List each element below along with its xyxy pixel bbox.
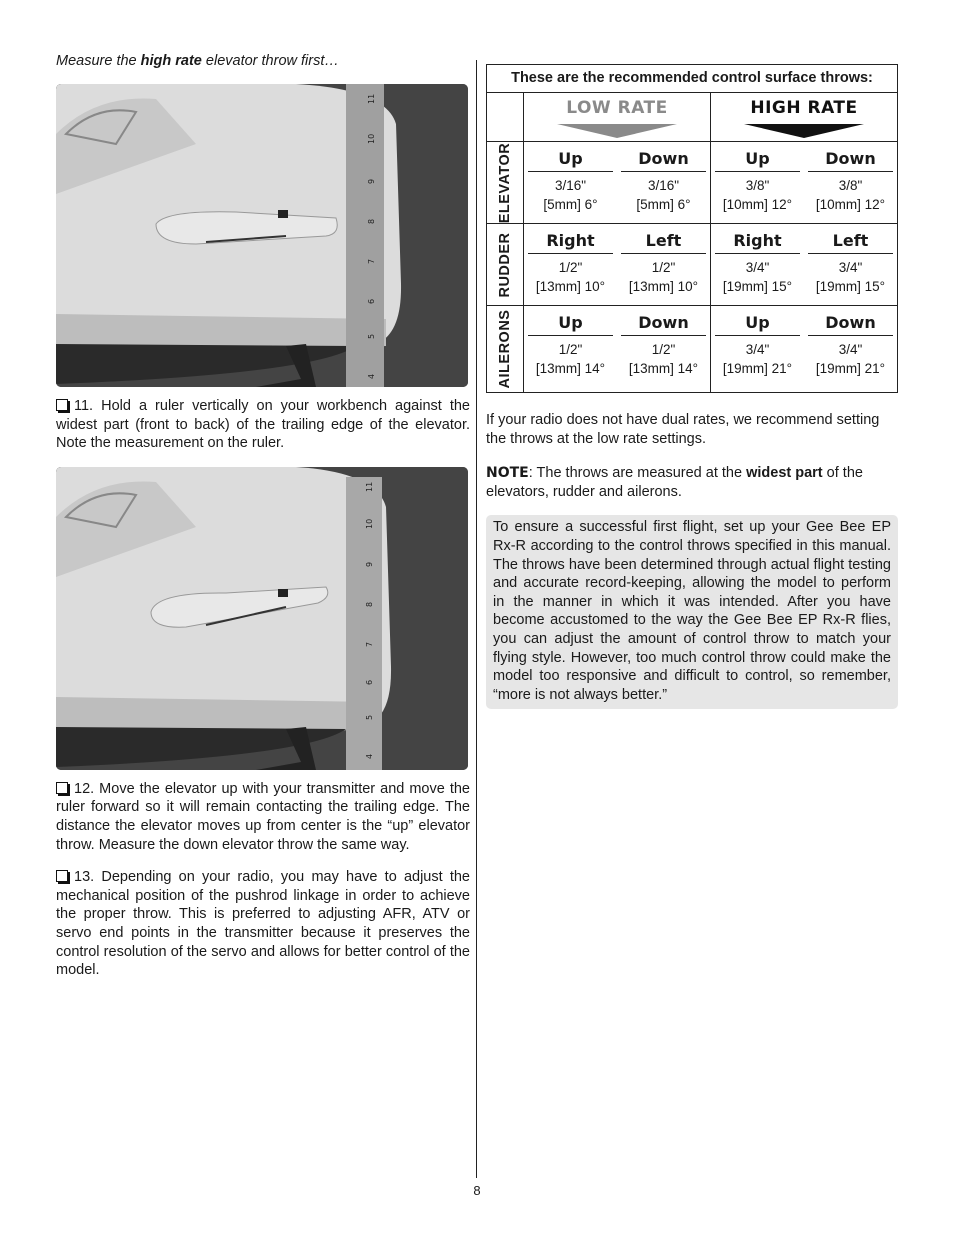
elevator-photo-high-rate xyxy=(56,84,468,387)
rate-header-row xyxy=(487,93,897,142)
checkbox-icon[interactable] xyxy=(56,782,68,794)
elevator-photo-measure xyxy=(56,467,468,770)
svg-text:9: 9 xyxy=(367,178,376,184)
svg-text:4: 4 xyxy=(367,373,376,379)
group-elevator: ELEVATOR Up 3/16" [5mm] 6° Down 3/16" [5mm] 6° Up 3/8" [10mm] 12° Down 3/8" [10mm] 12° xyxy=(487,142,897,224)
dual-rates-paragraph: If your radio does not have dual rates, we recommend setting the throws at the low rate settings. xyxy=(486,412,880,447)
svg-text:10: 10 xyxy=(365,518,374,529)
right-column xyxy=(486,64,898,709)
photo-caption: Measure the high rate elevator throw first… xyxy=(56,53,339,69)
low-rate-header: LOW RATE xyxy=(524,93,710,141)
arrow-down-icon xyxy=(557,124,677,138)
svg-text:11: 11 xyxy=(365,481,374,492)
group-ailerons: AILERONS Up 1/2" [13mm] 14° Down 1/2" [13mm] 14° Up 3/4" [19mm] 21° Down 3/4" [19mm] 21° xyxy=(487,306,897,392)
control-throws-table xyxy=(486,64,898,393)
arrow-down-icon xyxy=(744,124,864,138)
first-flight-callout: To ensure a successful first flight, set up your Gee Bee EP Rx-R according to the control throws specified in this manual. The throws have been determined through actual flight testing and accurate record-keeping, allowing the model to perform in the manner in which it was intended. After you have become accustomed to the way the Gee Bee EP Rx-R flies, you can adjust the amount of control throw to match your flying style. However, too much control throw could make the model too responsive and difficult to control, so remember, “more is not always better.” xyxy=(486,515,898,709)
column-divider xyxy=(476,60,477,1178)
step-12: 12. Move the elevator up with your transmitter and move the ruler forward so it will remain contacting the trailing edge. The distance the elevator moves up from center is the “up” elevator throw. Measure the down elevator throw the same way. xyxy=(56,780,470,853)
svg-text:6: 6 xyxy=(367,298,376,304)
table-title: These are the recommended control surface throws: xyxy=(487,65,897,93)
checkbox-icon[interactable] xyxy=(56,399,68,411)
group-rudder: RUDDER Right 1/2" [13mm] 10° Left 1/2" [13mm] 10° Right 3/4" [19mm] 15° Left 3/4" [19mm] 15° xyxy=(487,224,897,306)
high-rate-header: HIGH RATE xyxy=(710,93,897,141)
step-13: 13. Depending on your radio, you may have to adjust the mechanical position of the pushrod linkage in order to achieve the proper throw. This is preferred to adjusting AFR, ATV or servo end points in the transmitter because it preserves the control resolution of the servo and allows for better control of the model. xyxy=(56,869,470,979)
svg-text:9: 9 xyxy=(365,561,374,567)
svg-text:8: 8 xyxy=(365,601,374,607)
svg-text:10: 10 xyxy=(367,133,376,144)
step-11: 11. Hold a ruler vertically on your workbench against the widest part (front to back) of the trailing edge of the elevator. Note the measurement on the ruler. xyxy=(56,398,470,452)
svg-text:8: 8 xyxy=(367,218,376,224)
svg-text:5: 5 xyxy=(365,714,374,720)
svg-text:4: 4 xyxy=(365,753,374,759)
note-paragraph: NOTE: The throws are measured at the widest part of the elevators, rudder and ailerons. xyxy=(486,465,863,500)
svg-text:7: 7 xyxy=(365,641,374,647)
svg-text:11: 11 xyxy=(367,93,376,104)
page-number: 8 xyxy=(473,1183,481,1198)
checkbox-icon[interactable] xyxy=(56,870,68,882)
svg-text:6: 6 xyxy=(365,679,374,685)
svg-text:5: 5 xyxy=(367,333,376,339)
svg-text:7: 7 xyxy=(367,258,376,264)
left-column xyxy=(56,52,470,994)
